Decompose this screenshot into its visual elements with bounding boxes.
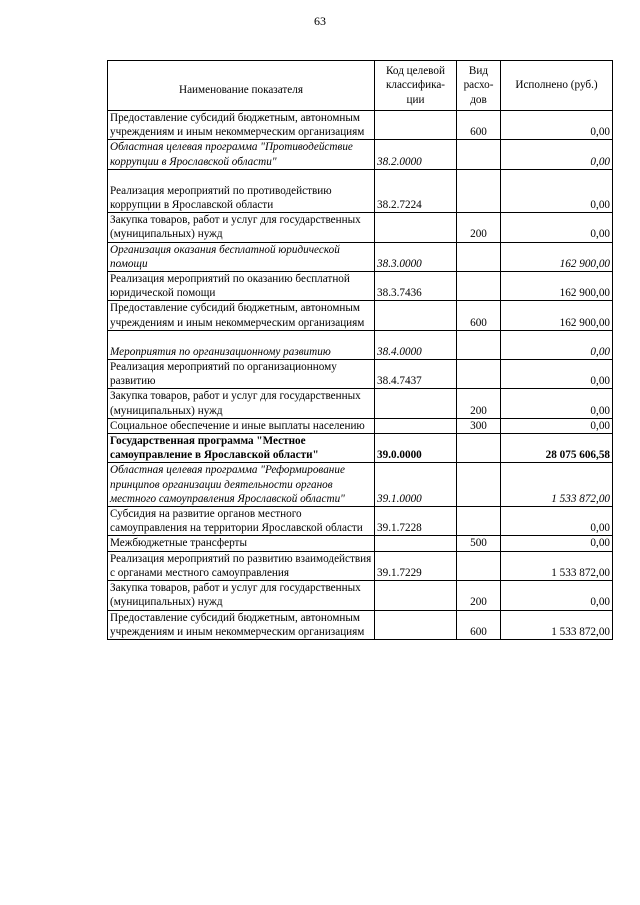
row-vr xyxy=(457,330,501,359)
table-row xyxy=(108,330,613,359)
row-code: 38.4.0000 xyxy=(375,330,457,359)
row-vr: 600 xyxy=(457,610,501,639)
table-row xyxy=(108,507,613,536)
row-name: Закупка товаров, работ и услуг для государственных (муниципальных) нужд xyxy=(108,389,375,418)
row-code: 38.3.7436 xyxy=(375,272,457,301)
row-amount: 162 900,00 xyxy=(501,272,613,301)
row-vr xyxy=(457,140,501,169)
row-vr xyxy=(457,360,501,389)
row-name: Реализация мероприятий по организационному развитию xyxy=(108,360,375,389)
row-name: Межбюджетные трансферты xyxy=(108,536,375,551)
table-row xyxy=(108,111,613,140)
row-name: Реализация мероприятий по оказанию бесплатной юридической помощи xyxy=(108,272,375,301)
row-amount: 0,00 xyxy=(501,389,613,418)
row-name: Субсидия на развитие органов местного самоуправления на территории Ярославской области xyxy=(108,507,375,536)
row-amount: 0,00 xyxy=(501,213,613,242)
row-vr xyxy=(457,272,501,301)
row-name: Областная целевая программа "Противодействие коррупции в Ярославской области" xyxy=(108,140,375,169)
row-code xyxy=(375,418,457,433)
row-amount: 1 533 872,00 xyxy=(501,551,613,580)
row-amount: 162 900,00 xyxy=(501,242,613,271)
header-name: Наименование показателя xyxy=(108,61,375,111)
row-name: Областная целевая программа "Реформирование принципов организации деятельности органов местного самоуправления Ярославской области" xyxy=(108,463,375,507)
row-code xyxy=(375,610,457,639)
row-code: 38.2.0000 xyxy=(375,140,457,169)
table-row xyxy=(108,272,613,301)
row-code: 39.1.7229 xyxy=(375,551,457,580)
row-vr xyxy=(457,169,501,212)
row-amount: 0,00 xyxy=(501,140,613,169)
row-code xyxy=(375,389,457,418)
table-row xyxy=(108,418,613,433)
header-vr: Вид расхо-дов xyxy=(457,61,501,111)
row-code: 38.2.7224 xyxy=(375,169,457,212)
row-name: Организация оказания бесплатной юридической помощи xyxy=(108,242,375,271)
row-amount: 0,00 xyxy=(501,536,613,551)
row-name: Социальное обеспечение и иные выплаты населению xyxy=(108,418,375,433)
row-code: 39.0.0000 xyxy=(375,434,457,463)
row-amount: 0,00 xyxy=(501,360,613,389)
table-row xyxy=(108,389,613,418)
table-row xyxy=(108,610,613,639)
row-name: Реализация мероприятий по противодействию коррупции в Ярославской области xyxy=(108,169,375,212)
row-amount: 0,00 xyxy=(501,507,613,536)
row-vr: 200 xyxy=(457,581,501,610)
table-row xyxy=(108,140,613,169)
table-row xyxy=(108,301,613,330)
table-row xyxy=(108,360,613,389)
row-amount: 0,00 xyxy=(501,111,613,140)
table-row xyxy=(108,536,613,551)
header-amount: Исполнено (руб.) xyxy=(501,61,613,111)
row-amount: 0,00 xyxy=(501,581,613,610)
row-code xyxy=(375,536,457,551)
row-amount: 0,00 xyxy=(501,169,613,212)
table-row xyxy=(108,169,613,212)
header-code: Код целевой классифика-ции xyxy=(375,61,457,111)
row-name: Реализация мероприятий по развитию взаимодействия с органами местного самоуправления xyxy=(108,551,375,580)
row-code xyxy=(375,213,457,242)
row-vr xyxy=(457,242,501,271)
row-code: 38.3.0000 xyxy=(375,242,457,271)
row-name: Предоставление субсидий бюджетным, автономным учреждениям и иным некоммерческим организациям xyxy=(108,301,375,330)
row-vr: 300 xyxy=(457,418,501,433)
row-vr xyxy=(457,551,501,580)
row-name: Закупка товаров, работ и услуг для государственных (муниципальных) нужд xyxy=(108,213,375,242)
table-header-row xyxy=(108,61,613,111)
row-name: Предоставление субсидий бюджетным, автономным учреждениям и иным некоммерческим организациям xyxy=(108,111,375,140)
row-code xyxy=(375,111,457,140)
row-code: 38.4.7437 xyxy=(375,360,457,389)
row-vr: 200 xyxy=(457,389,501,418)
row-vr xyxy=(457,434,501,463)
row-name: Мероприятия по организационному развитию xyxy=(108,330,375,359)
row-amount: 0,00 xyxy=(501,330,613,359)
row-code xyxy=(375,581,457,610)
table-row xyxy=(108,463,613,507)
row-name: Закупка товаров, работ и услуг для государственных (муниципальных) нужд xyxy=(108,581,375,610)
row-code: 39.1.0000 xyxy=(375,463,457,507)
budget-table xyxy=(107,60,613,640)
row-vr: 600 xyxy=(457,301,501,330)
row-vr: 200 xyxy=(457,213,501,242)
row-code xyxy=(375,301,457,330)
row-amount: 1 533 872,00 xyxy=(501,463,613,507)
table-row xyxy=(108,581,613,610)
page-number: 63 xyxy=(314,14,326,28)
row-name: Предоставление субсидий бюджетным, автономным учреждениям и иным некоммерческим организациям xyxy=(108,610,375,639)
row-amount: 1 533 872,00 xyxy=(501,610,613,639)
table-row xyxy=(108,551,613,580)
row-vr: 600 xyxy=(457,111,501,140)
row-amount: 0,00 xyxy=(501,418,613,433)
table-row xyxy=(108,434,613,463)
row-amount: 28 075 606,58 xyxy=(501,434,613,463)
table-row xyxy=(108,242,613,271)
row-vr xyxy=(457,463,501,507)
row-code: 39.1.7228 xyxy=(375,507,457,536)
table-row xyxy=(108,213,613,242)
row-vr xyxy=(457,507,501,536)
row-amount: 162 900,00 xyxy=(501,301,613,330)
row-vr: 500 xyxy=(457,536,501,551)
row-name: Государственная программа "Местное самоуправление в Ярославской области" xyxy=(108,434,375,463)
